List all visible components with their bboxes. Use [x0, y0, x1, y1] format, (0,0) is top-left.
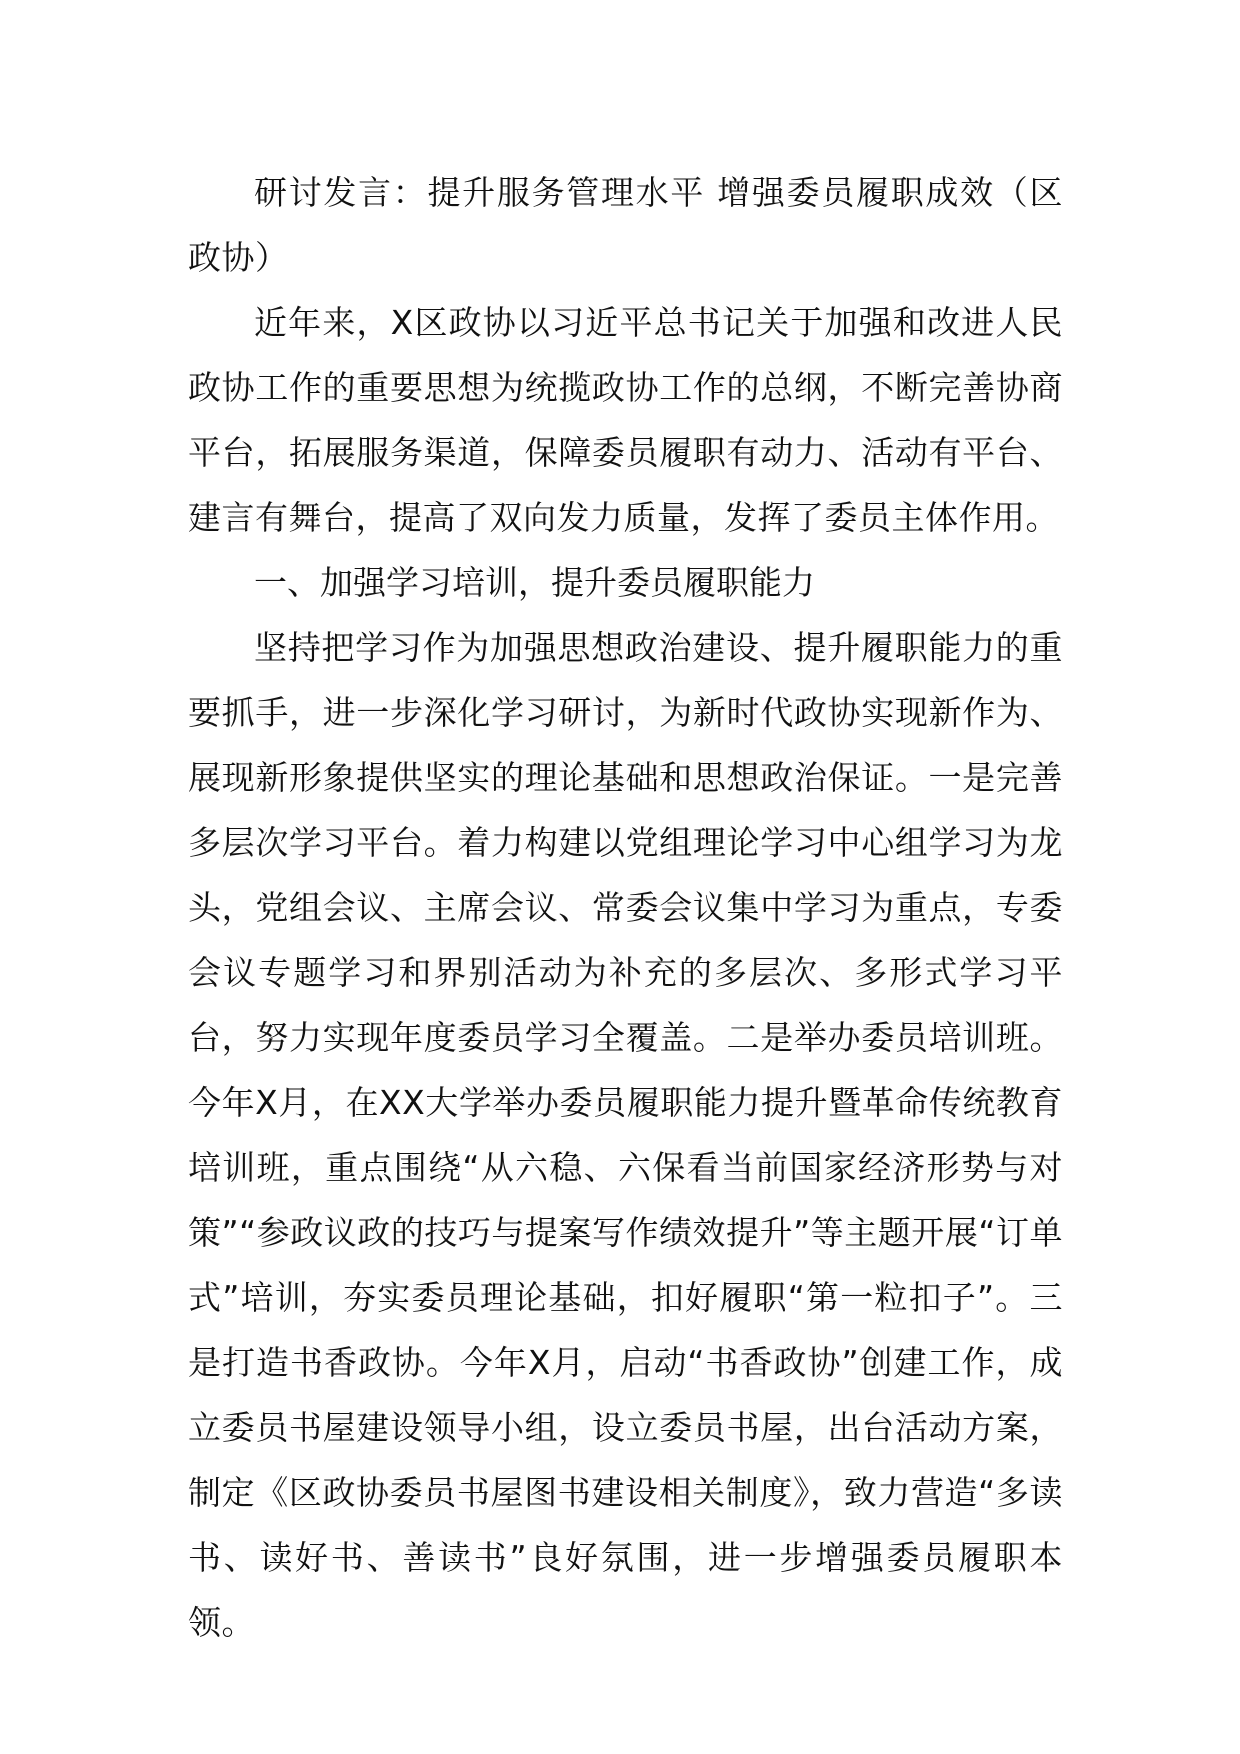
document-page — [188, 160, 1063, 1655]
section-heading: 一、加强学习培训，提升委员履职能力 — [254, 563, 815, 602]
section-paragraph: 坚持把学习作为加强思想政治建设、提升履职能力的重要抓手，进一步深化学习研讨，为新时代政协实现新作为、展现新形象提供坚实的理论基础和思想政治保证。一是完善多层次学习平台。着力构建以党组理论学习中心组学习为龙头，党组会议、主席会议、常委会议集中学习为重点，专委会议专题学习和界别活动为补充的多层次、多形式学习平台，努力实现年度委员学习全覆盖。二是举办委员培训班。今年X月，在XX大学举办委员履职能力提升暨革命传统教育培训班，重点围绕“从六稳、六保看当前国家经济形势与对策”“参政议政的技巧与提案写作绩效提升”等主题开展“订单式”培训，夯实委员理论基础，扣好履职“第一粒扣子”。三是打造书香政协。今年X月，启动“书香政协”创建工作，成立委员书屋建设领导小组，设立委员书屋，出台活动方案，制定《区政协委员书屋图书建设相关制度》，致力营造“多读书、读好书、善读书”良好氛围，进一步增强委员履职本领。 — [188, 628, 1063, 1642]
document-title: 研讨发言：提升服务管理水平 增强委员履职成效（区政协） — [188, 173, 1063, 277]
intro-paragraph: 近年来，X区政协以习近平总书记关于加强和改进人民政协工作的重要思想为统揽政协工作的总纲，不断完善协商平台，拓展服务渠道，保障委员履职有动力、活动有平台、建言有舞台，提高了双向发力质量，发挥了委员主体作用。 — [188, 303, 1063, 537]
